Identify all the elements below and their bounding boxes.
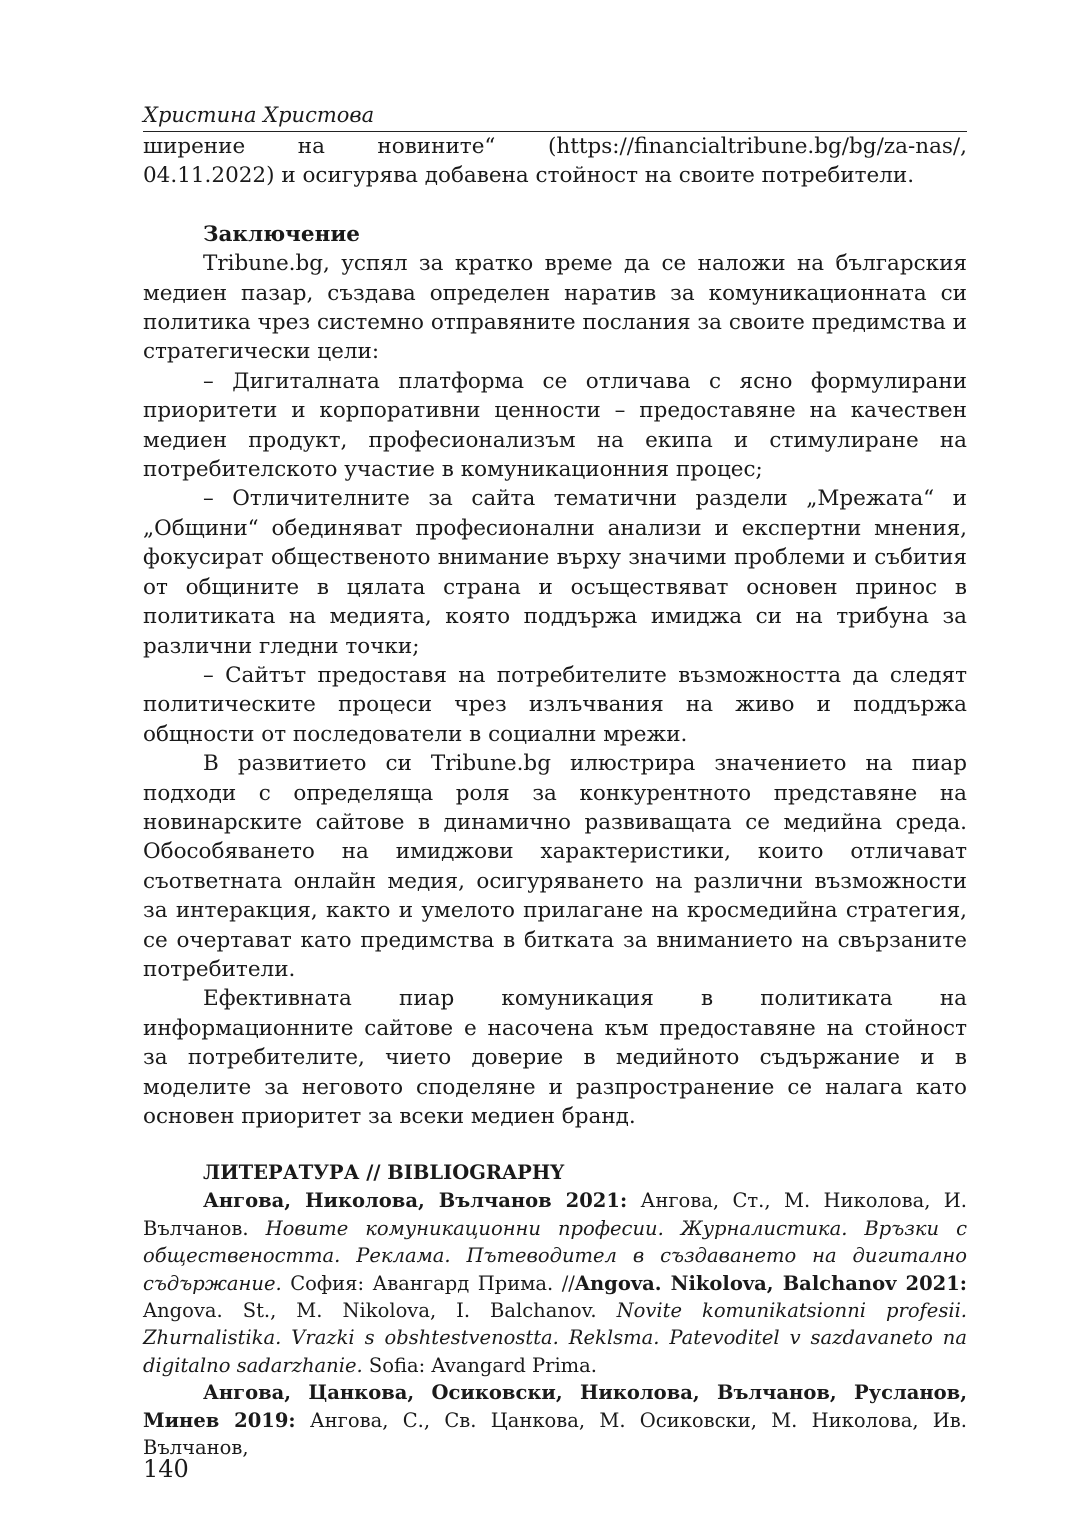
bibliography-entry bbox=[143, 1187, 967, 1379]
bibliography-entry bbox=[143, 1379, 967, 1461]
entry-authors: Ангова, С., Св. Цанкова, М. Осиковски, М. Николова, Ив. Вълчанов, bbox=[143, 1408, 967, 1460]
entry-authors-latin: Angova. St., M. Nikolova, I. Balchanov. bbox=[143, 1299, 617, 1323]
paragraph: Ефективната пиар комуникация в политиката на информационните сайтове е насочена към предоставяне на стойност за потребителите, чието доверие в медийното съдържание и в моделите за неговото споделяне и разпространение се налага като основен приоритет за всеки медиен бранд. bbox=[143, 986, 967, 1129]
entry-authors: Ангова, Ст., М. Николова, И. Вълчанов. bbox=[143, 1189, 967, 1240]
entry-title-latin: Novite komunikatsionni profesii. Zhurnalistika. Vrazki s obshtestvenostta. Reklsma. Patevoditel v sazdavaneto na digitalno sadarzhanie. bbox=[143, 1299, 967, 1377]
entry-key-latin: Angova. Nikolova, Balchanov 2021: bbox=[574, 1271, 968, 1295]
paragraph: – Дигиталната платформа се отличава с ясно формулирани приоритети и корпоративни ценности – предоставяне на качествен медиен продукт, професионализъм на екипа и стимулиране на потребителското участие в комуникационния процес; bbox=[143, 368, 967, 483]
page-number: 140 bbox=[143, 1455, 189, 1483]
bibliography-heading: ЛИТЕРАТУРА // BIBLIOGRAPHY bbox=[203, 1161, 565, 1185]
body-text bbox=[143, 132, 967, 1131]
page bbox=[143, 100, 967, 1461]
entry-publisher-latin: Sofia: Avangard Prima. bbox=[362, 1353, 597, 1377]
continuation-paragraph: ширение на новините“ (https://financialtribune.bg/bg/za-nas/, 04.11.2022) и осигурява добавена стойност на своите потребители. bbox=[143, 134, 967, 189]
section-heading: Заключение bbox=[203, 221, 360, 247]
paragraph: – Сайтът предоставя на потребителите възможността да следят политическите процеси чрез излъчвания на живо и поддържа общности от последователи в социални мрежи. bbox=[143, 662, 967, 747]
entry-title: Новите комуникационни професии. Журналистика. Връзки с обществеността. Реклама. Пътеводител в създаването на дигитално съдържание. bbox=[143, 1216, 967, 1295]
paragraph: Tribune.bg, успял за кратко време да се наложи на българския медиен пазар, създава определен наратив за комуникационната си политика чрез системно отправяните послания за своите предимства и стратегически цели: bbox=[143, 251, 967, 365]
running-head: Христина Христова bbox=[143, 100, 967, 132]
entry-publisher: София: Авангард Прима. // bbox=[281, 1271, 575, 1295]
entry-key: Ангова, Николова, Вълчанов 2021: bbox=[203, 1189, 628, 1213]
entry-key: Ангова, Цанкова, Осиковски, Николова, Вълчанов, Русланов, Минев 2019: bbox=[143, 1381, 967, 1432]
paragraph: В развитието си Tribune.bg илюстрира значението на пиар подходи с определяща роля за конкурентното представяне на новинарските сайтове в динамично развиващата се медийна среда. Обособяването на имиджови характеристики, които отличават съответната онлайн медия, осигуряването на различни възможности за интеракция, както и умелото прилагане на кросмедийна стратегия, се очертават като предимства в битката за вниманието на свързаните потребители. bbox=[143, 751, 967, 982]
paragraph: – Отличителните за сайта тематични раздели „Мрежата“ и „Общини“ обединяват професионални анализи и експертни мнения, фокусират общественото внимание върху значими проблеми и събития от общините в цялата страна и осъществяват основен принос в политиката на медията, която поддържа имиджа си на трибуна за различни гледни точки; bbox=[143, 486, 967, 659]
